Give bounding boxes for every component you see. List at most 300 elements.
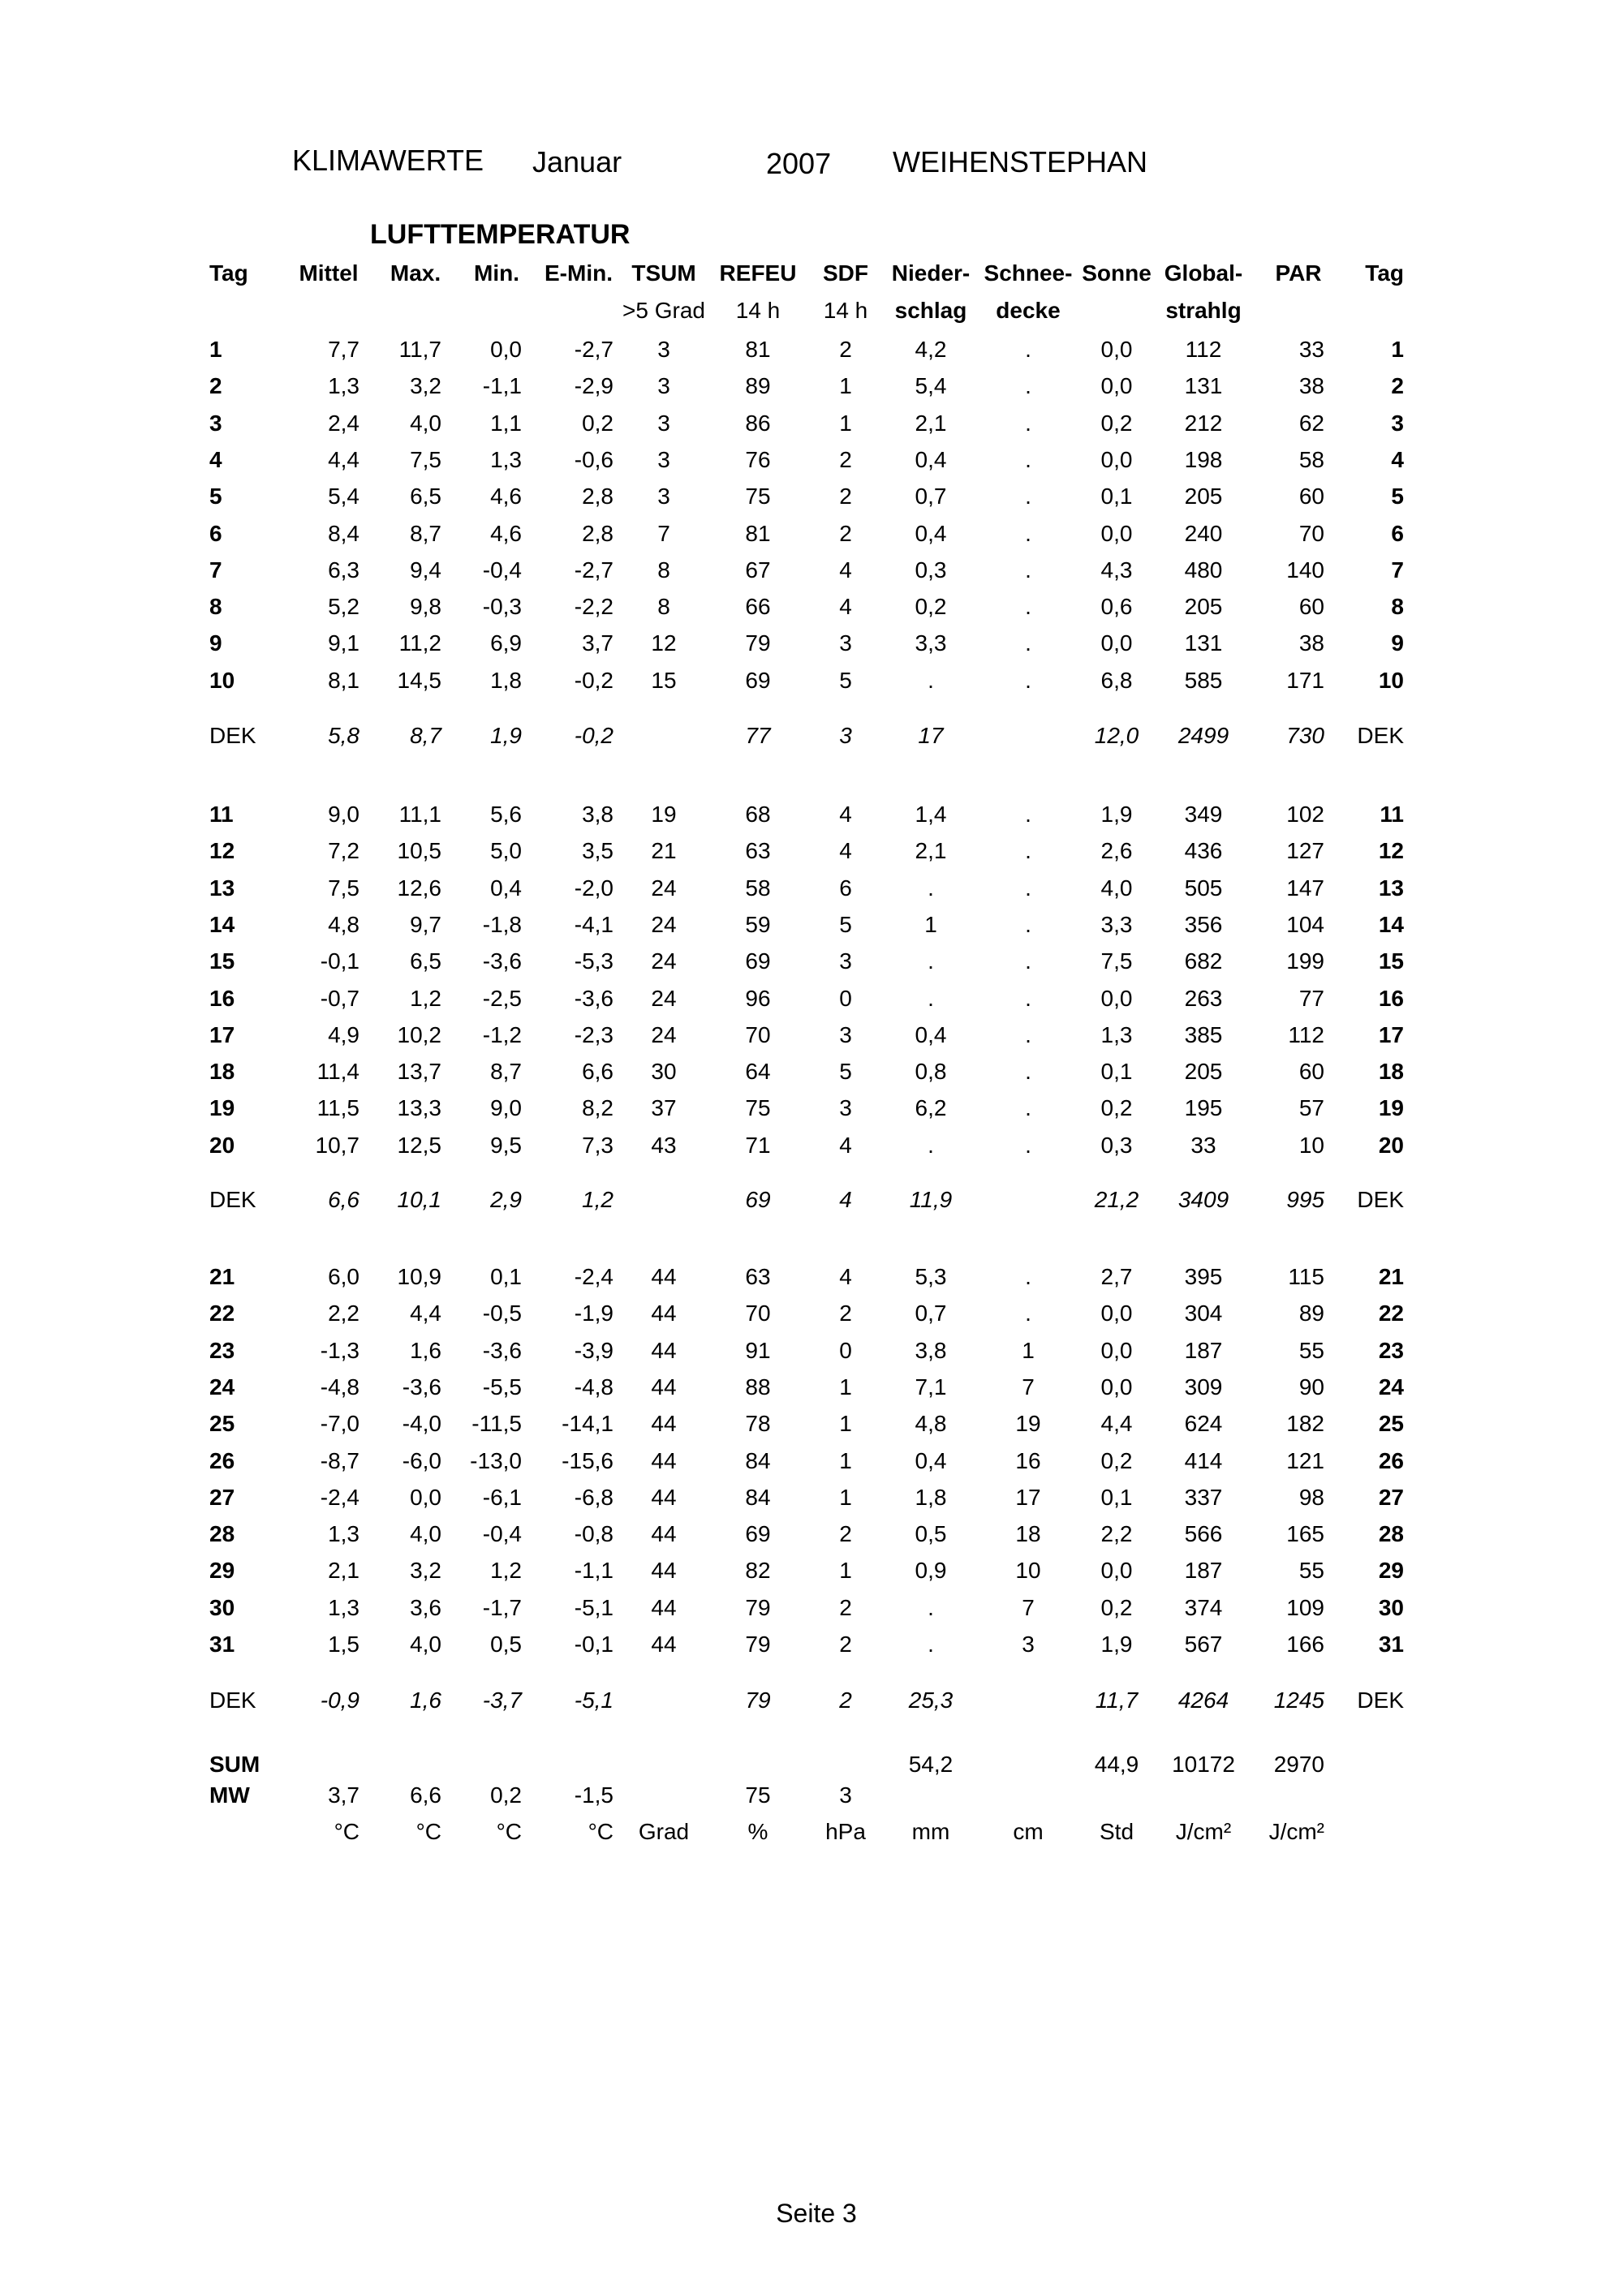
cell-max: -3,6 xyxy=(402,1374,441,1400)
cell-tsum: 8 xyxy=(657,594,670,620)
title-station: WEIHENSTEPHAN xyxy=(893,145,1148,178)
header-tag-right: Tag xyxy=(1365,260,1404,286)
dek-e-min: -5,1 xyxy=(574,1688,613,1713)
cell-tag-right: 15 xyxy=(1378,948,1404,974)
cell-tag-right: 19 xyxy=(1378,1095,1404,1121)
cell-globalstrahlung: 131 xyxy=(1184,630,1223,656)
mw-max: 6,6 xyxy=(410,1782,441,1808)
cell-tag: 12 xyxy=(209,838,235,864)
cell-e-min: 6,6 xyxy=(582,1059,613,1085)
cell-tsum: 30 xyxy=(651,1059,677,1085)
cell-e-min: -14,1 xyxy=(562,1411,613,1437)
dek-max: 1,6 xyxy=(410,1688,441,1713)
cell-tag: 22 xyxy=(209,1301,235,1326)
subheader-tsum: >5 Grad xyxy=(622,298,705,323)
cell-mittel: 7,2 xyxy=(328,838,359,864)
cell-mittel: 7,5 xyxy=(328,875,359,901)
cell-niederschlag: 1,8 xyxy=(915,1484,947,1510)
cell-par: 171 xyxy=(1286,667,1324,693)
cell-min: -11,5 xyxy=(471,1411,522,1437)
cell-max: 3,2 xyxy=(410,373,441,399)
cell-refeu: 76 xyxy=(745,446,771,472)
cell-max: 10,5 xyxy=(397,838,441,864)
cell-e-min: 3,7 xyxy=(582,630,613,656)
cell-sonne: 1,9 xyxy=(1100,1632,1133,1657)
cell-tag-right: 31 xyxy=(1378,1632,1404,1657)
cell-niederschlag: 0,4 xyxy=(915,446,947,472)
cell-sdf: 0 xyxy=(839,985,852,1011)
cell-par: 58 xyxy=(1298,446,1324,472)
cell-globalstrahlung: 349 xyxy=(1184,802,1223,827)
cell-tag: 27 xyxy=(209,1484,235,1510)
cell-tsum: 44 xyxy=(651,1632,677,1657)
cell-par: 60 xyxy=(1298,594,1324,620)
cell-niederschlag: 2,1 xyxy=(915,838,947,864)
cell-min: -0,3 xyxy=(482,594,522,620)
cell-max: 6,5 xyxy=(410,484,441,510)
cell-tag-right: 30 xyxy=(1378,1594,1404,1620)
cell-tag: 19 xyxy=(209,1095,235,1121)
cell-refeu: 70 xyxy=(745,1021,771,1047)
cell-mittel: -1,3 xyxy=(320,1337,359,1363)
cell-refeu: 71 xyxy=(745,1132,771,1158)
cell-e-min: -4,8 xyxy=(574,1374,613,1400)
cell-tsum: 44 xyxy=(651,1374,677,1400)
cell-niederschlag: . xyxy=(928,1632,934,1657)
subheader-niederschlag: schlag xyxy=(894,298,967,323)
cell-refeu: 79 xyxy=(745,1632,771,1657)
cell-tag: 23 xyxy=(209,1337,235,1363)
cell-tsum: 3 xyxy=(657,337,670,362)
cell-niederschlag: 0,4 xyxy=(915,1021,947,1047)
cell-mittel: 10,7 xyxy=(315,1132,359,1158)
unit-sonne: Std xyxy=(1099,1819,1134,1844)
cell-tag-right: 14 xyxy=(1378,911,1404,937)
cell-schneedecke: . xyxy=(1025,1059,1031,1085)
cell-niederschlag: . xyxy=(928,948,934,974)
dek-sdf: 2 xyxy=(839,1688,852,1713)
cell-tag: 28 xyxy=(209,1521,235,1547)
cell-schneedecke: 16 xyxy=(1015,1447,1041,1473)
cell-schneedecke: 17 xyxy=(1015,1484,1041,1510)
cell-sdf: 6 xyxy=(839,875,852,901)
cell-par: 90 xyxy=(1298,1374,1324,1400)
cell-max: -6,0 xyxy=(402,1447,441,1473)
header-max: Max. xyxy=(390,260,441,286)
cell-schneedecke: . xyxy=(1025,337,1031,362)
cell-sonne: 2,6 xyxy=(1100,838,1133,864)
cell-refeu: 79 xyxy=(745,1594,771,1620)
cell-min: 1,1 xyxy=(490,410,522,436)
cell-min: -1,2 xyxy=(482,1021,522,1047)
cell-niederschlag: 5,3 xyxy=(915,1264,947,1289)
cell-tsum: 44 xyxy=(651,1447,677,1473)
cell-par: 127 xyxy=(1286,838,1324,864)
cell-sonne: 0,1 xyxy=(1100,1059,1133,1085)
cell-sdf: 1 xyxy=(839,1447,852,1473)
cell-sonne: 0,0 xyxy=(1100,446,1133,472)
cell-par: 38 xyxy=(1298,630,1324,656)
cell-refeu: 59 xyxy=(745,911,771,937)
cell-min: -3,6 xyxy=(482,1337,522,1363)
cell-niederschlag: 1 xyxy=(924,911,937,937)
cell-max: 3,6 xyxy=(410,1594,441,1620)
mw-tag: MW xyxy=(209,1782,250,1808)
cell-tsum: 7 xyxy=(657,520,670,546)
mw-min: 0,2 xyxy=(490,1782,522,1808)
cell-schneedecke: . xyxy=(1025,948,1031,974)
dek-tag: DEK xyxy=(209,1688,256,1713)
cell-tsum: 44 xyxy=(651,1301,677,1326)
cell-tag-right: 4 xyxy=(1391,446,1404,472)
cell-e-min: 0,2 xyxy=(582,410,613,436)
dek-max: 8,7 xyxy=(410,723,441,748)
dek-globalstrahlung: 4264 xyxy=(1177,1688,1229,1713)
mw-mittel: 3,7 xyxy=(328,1782,359,1808)
cell-niederschlag: 0,8 xyxy=(915,1059,947,1085)
cell-tag: 16 xyxy=(209,985,235,1011)
cell-max: 10,9 xyxy=(397,1264,441,1289)
cell-par: 77 xyxy=(1298,985,1324,1011)
cell-mittel: 8,4 xyxy=(328,520,359,546)
cell-globalstrahlung: 304 xyxy=(1184,1301,1223,1326)
cell-par: 109 xyxy=(1286,1594,1324,1620)
cell-e-min: -2,0 xyxy=(574,875,613,901)
cell-tag: 10 xyxy=(209,667,235,693)
cell-tag-right: 5 xyxy=(1391,484,1404,510)
cell-sdf: 4 xyxy=(839,557,852,583)
cell-max: 11,2 xyxy=(398,630,441,656)
cell-sdf: 2 xyxy=(839,484,852,510)
cell-tsum: 8 xyxy=(657,557,670,583)
cell-refeu: 82 xyxy=(745,1558,771,1584)
cell-sdf: 2 xyxy=(839,446,852,472)
cell-niederschlag: 0,4 xyxy=(915,1447,947,1473)
header-refeu: REFEU xyxy=(719,260,797,286)
cell-mittel: 7,7 xyxy=(328,337,359,362)
cell-tag-right: 16 xyxy=(1378,985,1404,1011)
cell-sdf: 1 xyxy=(839,1484,852,1510)
unit-e-min: °C xyxy=(588,1819,613,1844)
cell-e-min: 2,8 xyxy=(582,520,613,546)
sum-niederschlag: 54,2 xyxy=(908,1752,954,1777)
cell-e-min: -2,7 xyxy=(574,337,613,362)
cell-min: 0,4 xyxy=(490,875,522,901)
dek-par: 995 xyxy=(1286,1187,1324,1212)
cell-sdf: 4 xyxy=(839,1264,852,1289)
cell-max: 7,5 xyxy=(410,446,441,472)
cell-refeu: 78 xyxy=(745,1411,771,1437)
cell-schneedecke: . xyxy=(1025,802,1031,827)
cell-globalstrahlung: 131 xyxy=(1184,373,1223,399)
cell-globalstrahlung: 240 xyxy=(1184,520,1223,546)
cell-globalstrahlung: 205 xyxy=(1184,594,1223,620)
cell-max: 0,0 xyxy=(410,1484,441,1510)
cell-niederschlag: 1,4 xyxy=(915,802,947,827)
cell-e-min: -2,7 xyxy=(574,557,613,583)
cell-sonne: 0,0 xyxy=(1100,1337,1133,1363)
cell-sdf: 5 xyxy=(839,667,852,693)
cell-sonne: 4,4 xyxy=(1100,1411,1133,1437)
dek-mittel: -0,9 xyxy=(320,1688,359,1713)
cell-globalstrahlung: 682 xyxy=(1184,948,1223,974)
unit-refeu: % xyxy=(747,1819,768,1844)
cell-globalstrahlung: 337 xyxy=(1184,1484,1223,1510)
header-sdf: SDF xyxy=(823,260,868,286)
cell-par: 33 xyxy=(1298,337,1324,362)
dek-refeu: 77 xyxy=(745,723,771,748)
cell-globalstrahlung: 624 xyxy=(1184,1411,1223,1437)
cell-tsum: 44 xyxy=(651,1264,677,1289)
mw-refeu: 75 xyxy=(745,1782,771,1808)
cell-refeu: 86 xyxy=(745,410,771,436)
cell-mittel: -0,1 xyxy=(320,948,359,974)
cell-tsum: 12 xyxy=(651,630,677,656)
unit-min: °C xyxy=(496,1819,522,1844)
cell-tag-right: 25 xyxy=(1378,1411,1404,1437)
cell-tsum: 44 xyxy=(651,1411,677,1437)
cell-refeu: 69 xyxy=(745,1521,771,1547)
cell-tag: 2 xyxy=(209,373,222,399)
cell-max: 11,7 xyxy=(398,337,441,362)
cell-max: 11,1 xyxy=(398,802,441,827)
cell-tsum: 44 xyxy=(651,1484,677,1510)
cell-globalstrahlung: 205 xyxy=(1184,1059,1223,1085)
dek-sonne: 12,0 xyxy=(1094,723,1139,748)
header-par: PAR xyxy=(1275,260,1322,286)
header-min: Min. xyxy=(474,260,519,286)
cell-tag-right: 22 xyxy=(1378,1301,1404,1326)
cell-globalstrahlung: 566 xyxy=(1184,1521,1223,1547)
cell-max: 1,6 xyxy=(410,1337,441,1363)
dek-e-min: -0,2 xyxy=(574,723,613,748)
cell-mittel: 4,8 xyxy=(328,911,359,937)
cell-e-min: -5,3 xyxy=(574,948,613,974)
cell-par: 147 xyxy=(1286,875,1324,901)
dek-e-min: 1,2 xyxy=(582,1187,613,1212)
cell-min: -5,5 xyxy=(482,1374,522,1400)
header-mittel: Mittel xyxy=(299,260,359,286)
cell-e-min: -0,8 xyxy=(574,1521,613,1547)
cell-sonne: 0,0 xyxy=(1100,520,1133,546)
dek-mittel: 5,8 xyxy=(328,723,359,748)
sum-tag: SUM xyxy=(209,1752,260,1777)
cell-max: 8,7 xyxy=(410,520,441,546)
header-e-min: E-Min. xyxy=(545,260,613,286)
cell-par: 60 xyxy=(1298,1059,1324,1085)
cell-mittel: 1,5 xyxy=(328,1632,359,1657)
cell-mittel: 9,1 xyxy=(328,630,359,656)
cell-tsum: 15 xyxy=(651,667,677,693)
cell-globalstrahlung: 567 xyxy=(1184,1632,1223,1657)
cell-e-min: -0,1 xyxy=(574,1632,613,1657)
cell-niederschlag: 3,8 xyxy=(915,1337,947,1363)
cell-max: 9,4 xyxy=(410,557,441,583)
header-sonne: Sonne xyxy=(1082,260,1152,286)
cell-sonne: 0,2 xyxy=(1100,1594,1133,1620)
cell-globalstrahlung: 309 xyxy=(1184,1374,1223,1400)
cell-min: 0,0 xyxy=(490,337,522,362)
cell-niederschlag: . xyxy=(928,985,934,1011)
cell-sdf: 2 xyxy=(839,1594,852,1620)
cell-sonne: 4,0 xyxy=(1100,875,1133,901)
cell-min: -2,5 xyxy=(482,985,522,1011)
cell-max: 12,6 xyxy=(397,875,441,901)
cell-sdf: 0 xyxy=(839,1337,852,1363)
cell-niederschlag: 0,4 xyxy=(915,520,947,546)
cell-e-min: -2,3 xyxy=(574,1021,613,1047)
cell-tag-right: 24 xyxy=(1378,1374,1404,1400)
cell-globalstrahlung: 187 xyxy=(1184,1558,1223,1584)
cell-tag-right: 7 xyxy=(1391,557,1404,583)
dek-niederschlag: 17 xyxy=(918,723,944,748)
cell-min: 5,0 xyxy=(490,838,522,864)
cell-e-min: -6,8 xyxy=(574,1484,613,1510)
cell-globalstrahlung: 205 xyxy=(1184,484,1223,510)
unit-niederschlag: mm xyxy=(911,1819,950,1844)
cell-tag-right: 8 xyxy=(1391,594,1404,620)
dek-min: -3,7 xyxy=(482,1688,522,1713)
cell-schneedecke: 1 xyxy=(1022,1337,1035,1363)
cell-tag: 15 xyxy=(209,948,235,974)
cell-globalstrahlung: 212 xyxy=(1184,410,1223,436)
cell-e-min: 3,8 xyxy=(582,802,613,827)
cell-mittel: 2,1 xyxy=(328,1558,359,1584)
cell-sonne: 3,3 xyxy=(1100,911,1133,937)
cell-e-min: -5,1 xyxy=(574,1594,613,1620)
cell-max: 9,8 xyxy=(410,594,441,620)
unit-mittel: °C xyxy=(334,1819,359,1844)
cell-schneedecke: . xyxy=(1025,838,1031,864)
cell-schneedecke: 19 xyxy=(1015,1411,1041,1437)
cell-refeu: 79 xyxy=(745,630,771,656)
cell-refeu: 70 xyxy=(745,1301,771,1326)
cell-schneedecke: 7 xyxy=(1022,1374,1035,1400)
cell-globalstrahlung: 33 xyxy=(1190,1132,1216,1158)
cell-sonne: 0,2 xyxy=(1100,1095,1133,1121)
cell-tag: 14 xyxy=(209,911,235,937)
cell-mittel: 6,0 xyxy=(328,1264,359,1289)
cell-tag: 9 xyxy=(209,630,222,656)
cell-globalstrahlung: 385 xyxy=(1184,1021,1223,1047)
cell-max: 3,2 xyxy=(410,1558,441,1584)
cell-e-min: -1,1 xyxy=(574,1558,613,1584)
cell-tag: 11 xyxy=(209,802,234,827)
cell-par: 55 xyxy=(1298,1337,1324,1363)
cell-globalstrahlung: 263 xyxy=(1184,985,1223,1011)
dek-max: 10,1 xyxy=(397,1187,441,1212)
cell-par: 89 xyxy=(1298,1301,1324,1326)
cell-sdf: 1 xyxy=(839,373,852,399)
cell-max: 9,7 xyxy=(410,911,441,937)
cell-tag-right: 13 xyxy=(1378,875,1404,901)
cell-schneedecke: . xyxy=(1025,985,1031,1011)
cell-sdf: 2 xyxy=(839,1632,852,1657)
cell-globalstrahlung: 198 xyxy=(1184,446,1223,472)
cell-refeu: 91 xyxy=(745,1337,771,1363)
dek-min: 1,9 xyxy=(490,723,522,748)
subheader-globalstrahlung: strahlg xyxy=(1165,298,1242,323)
cell-refeu: 96 xyxy=(745,985,771,1011)
cell-par: 10 xyxy=(1298,1132,1324,1158)
cell-par: 70 xyxy=(1298,520,1324,546)
cell-schneedecke: 7 xyxy=(1022,1594,1035,1620)
cell-e-min: -15,6 xyxy=(562,1447,613,1473)
cell-par: 102 xyxy=(1286,802,1324,827)
cell-tag: 8 xyxy=(209,594,222,620)
cell-tag-right: 3 xyxy=(1391,410,1404,436)
cell-mittel: -8,7 xyxy=(320,1447,359,1473)
cell-schneedecke: . xyxy=(1025,484,1031,510)
cell-max: 4,4 xyxy=(410,1301,441,1326)
cell-tag-right: 27 xyxy=(1378,1484,1404,1510)
cell-niederschlag: . xyxy=(928,667,934,693)
cell-globalstrahlung: 112 xyxy=(1185,337,1222,362)
cell-mittel: 11,5 xyxy=(316,1095,359,1121)
cell-niederschlag: 0,9 xyxy=(915,1558,947,1584)
dek-tag-right: DEK xyxy=(1357,1688,1404,1713)
dek-sonne: 21,2 xyxy=(1094,1187,1139,1212)
cell-mittel: -7,0 xyxy=(320,1411,359,1437)
cell-min: 4,6 xyxy=(490,520,522,546)
cell-sdf: 2 xyxy=(839,1521,852,1547)
cell-sonne: 0,1 xyxy=(1100,1484,1133,1510)
cell-par: 104 xyxy=(1286,911,1324,937)
cell-refeu: 64 xyxy=(745,1059,771,1085)
cell-tag: 31 xyxy=(209,1632,235,1657)
cell-niederschlag: 5,4 xyxy=(915,373,947,399)
section-title: LUFTTEMPERATUR xyxy=(370,219,631,250)
cell-tsum: 3 xyxy=(657,484,670,510)
cell-globalstrahlung: 436 xyxy=(1184,838,1223,864)
cell-min: -3,6 xyxy=(482,948,522,974)
cell-par: 182 xyxy=(1286,1411,1324,1437)
cell-sonne: 0,0 xyxy=(1100,1301,1133,1326)
cell-tag: 18 xyxy=(209,1059,235,1085)
cell-min: -1,8 xyxy=(482,911,522,937)
cell-tag: 30 xyxy=(209,1594,235,1620)
cell-e-min: -3,9 xyxy=(574,1337,613,1363)
cell-tag: 13 xyxy=(209,875,235,901)
cell-sdf: 3 xyxy=(839,948,852,974)
cell-min: 1,2 xyxy=(490,1558,522,1584)
cell-schneedecke: 18 xyxy=(1015,1521,1041,1547)
dek-tag: DEK xyxy=(209,1187,256,1212)
cell-globalstrahlung: 195 xyxy=(1184,1095,1223,1121)
cell-e-min: -2,9 xyxy=(574,373,613,399)
cell-max: 14,5 xyxy=(397,667,441,693)
cell-max: 6,5 xyxy=(410,948,441,974)
cell-tag: 20 xyxy=(209,1132,235,1158)
dek-min: 2,9 xyxy=(490,1187,522,1212)
cell-par: 166 xyxy=(1286,1632,1324,1657)
cell-min: -6,1 xyxy=(482,1484,522,1510)
cell-refeu: 81 xyxy=(745,520,771,546)
cell-max: 4,0 xyxy=(410,410,441,436)
cell-sonne: 7,5 xyxy=(1100,948,1133,974)
cell-par: 55 xyxy=(1298,1558,1324,1584)
cell-e-min: -0,2 xyxy=(574,667,613,693)
dek-globalstrahlung: 3409 xyxy=(1177,1187,1229,1212)
cell-mittel: 6,3 xyxy=(328,557,359,583)
cell-schneedecke: . xyxy=(1025,520,1031,546)
cell-mittel: -2,4 xyxy=(320,1484,359,1510)
cell-e-min: -4,1 xyxy=(574,911,613,937)
unit-max: °C xyxy=(415,1819,441,1844)
cell-min: 5,6 xyxy=(490,802,522,827)
cell-schneedecke: . xyxy=(1025,1095,1031,1121)
cell-sdf: 2 xyxy=(839,520,852,546)
